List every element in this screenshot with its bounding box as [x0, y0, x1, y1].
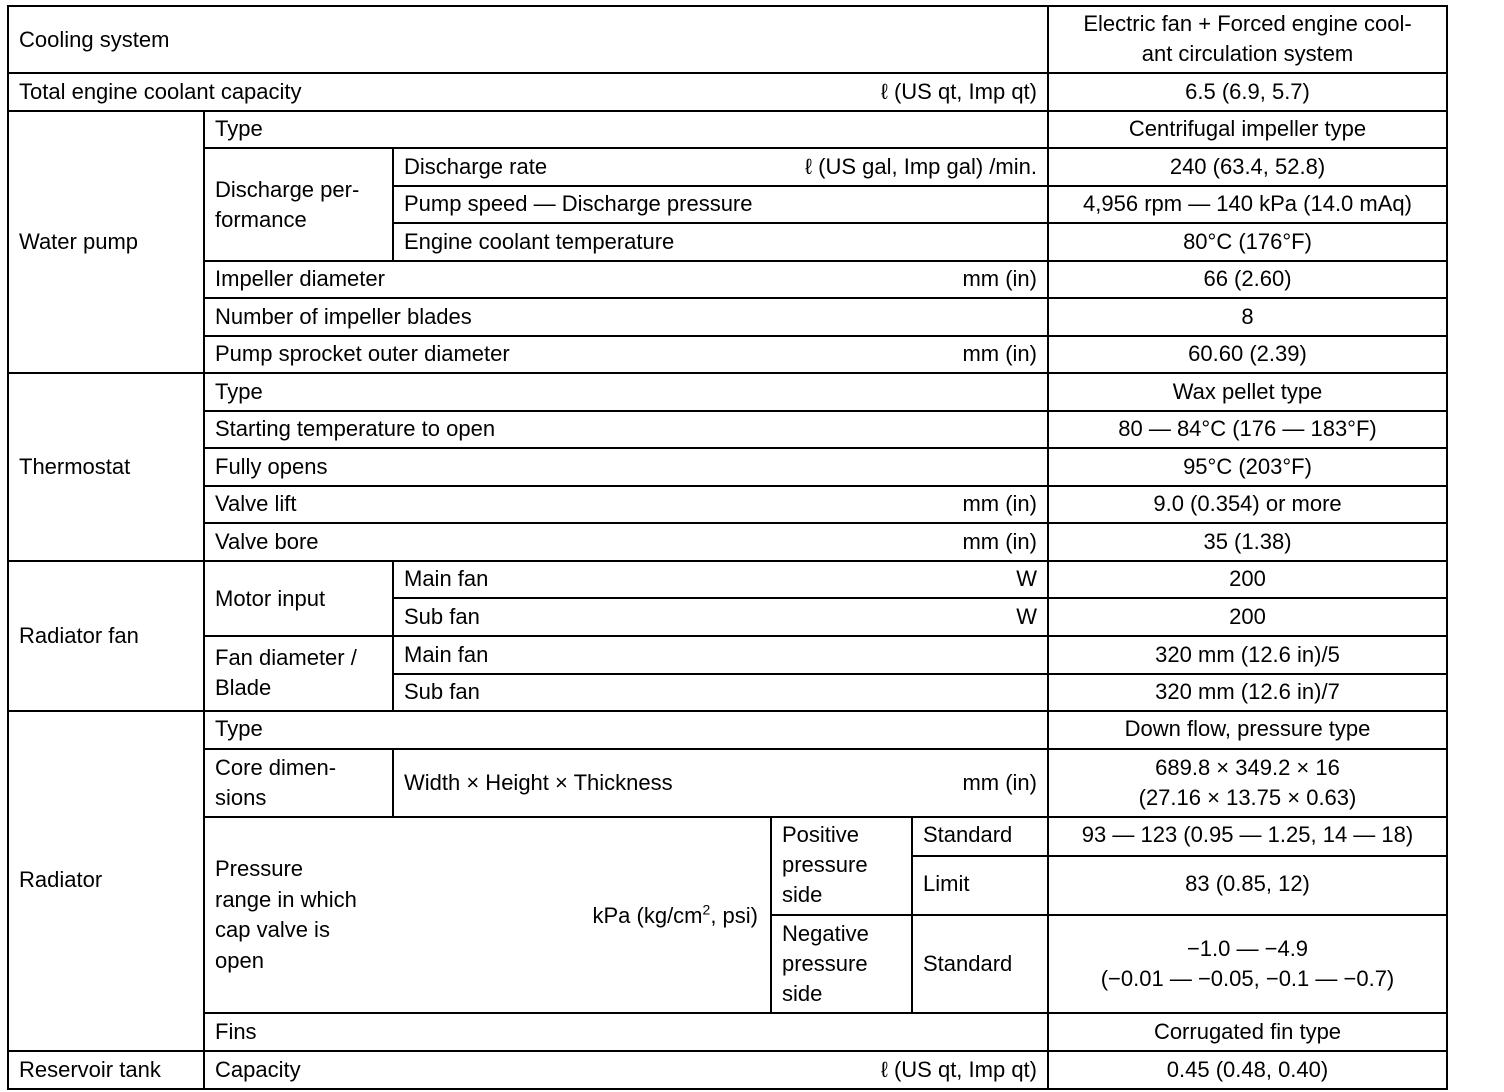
reservoir-cap-value: 0.45 (0.48, 0.40) — [1166, 1057, 1329, 1082]
rf-main-unit: W — [1016, 566, 1037, 591]
th-bore-value: 35 (1.38) — [1203, 529, 1292, 554]
thermostat-label: Thermostat — [19, 454, 131, 479]
rf-diam-sub-value: 320 mm (12.6 in)/7 — [1155, 679, 1340, 704]
wp-temp-label: Engine coolant temperature — [404, 229, 675, 254]
rf-sub-unit: W — [1016, 604, 1037, 629]
rad-pressure-label-2: range in which — [215, 887, 357, 912]
rf-sub-value: 200 — [1229, 604, 1266, 629]
rad-fins-label: Fins — [215, 1019, 257, 1044]
wp-rate-value: 240 (63.4, 52.8) — [1169, 154, 1326, 179]
th-full-label: Fully opens — [215, 454, 328, 479]
rad-pos-label-3: side — [782, 882, 823, 907]
wp-temp-value: 80°C (176°F) — [1183, 229, 1312, 254]
rf-motor-label: Motor input — [215, 586, 326, 611]
wp-blades-label: Number of impeller blades — [215, 304, 472, 329]
rf-diam-sub-label: Sub fan — [404, 679, 480, 704]
rad-neg-label-3: side — [782, 981, 823, 1006]
th-type-label: Type — [215, 379, 263, 404]
rad-type-value: Down flow, pressure type — [1124, 716, 1371, 741]
wp-type-value: Centrifugal impeller type — [1128, 116, 1367, 141]
rf-main-value: 200 — [1229, 566, 1266, 591]
wp-sprocket-label: Pump sprocket outer diameter — [215, 341, 510, 366]
header-label: Cooling system — [19, 27, 170, 52]
rf-diam-label-2: Blade — [215, 675, 272, 700]
radiator-fan-label: Radiator fan — [19, 623, 139, 648]
rad-core-label-2: sions — [215, 785, 267, 810]
radiator-label: Radiator — [19, 867, 103, 892]
rad-pos-limit-value: 83 (0.85, 12) — [1185, 871, 1310, 896]
wp-discharge-label-1: Discharge per- — [215, 177, 360, 202]
rad-core-dims-label: Width × Height × Thickness — [404, 770, 673, 795]
rad-type-label: Type — [215, 716, 263, 741]
rf-sub-label: Sub fan — [404, 604, 480, 629]
rf-diam-main-value: 320 mm (12.6 in)/5 — [1155, 642, 1340, 667]
rad-pressure-label-1: Pressure — [215, 856, 304, 881]
th-lift-label: Valve lift — [215, 491, 297, 516]
wp-blades-value: 8 — [1241, 304, 1254, 329]
rad-neg-label-1: Negative — [782, 921, 869, 946]
wp-discharge-label-2: formance — [215, 207, 307, 232]
rad-pos-std-label: Standard — [923, 822, 1013, 847]
rad-core-label-1: Core dimen- — [215, 755, 337, 780]
rad-pos-label-1: Positive — [782, 822, 860, 847]
wp-type-label: Type — [215, 116, 263, 141]
th-lift-unit: mm (in) — [962, 491, 1037, 516]
wp-impeller-label: Impeller diameter — [215, 266, 385, 291]
rad-neg-label-2: pressure — [782, 951, 868, 976]
wp-speed-label: Pump speed — Discharge pressure — [404, 191, 753, 216]
rad-pos-limit-label: Limit — [923, 871, 970, 896]
rf-diam-main-label: Main fan — [404, 642, 489, 667]
header-value-line2: ant circulation system — [1141, 41, 1354, 66]
rad-core-unit: mm (in) — [962, 770, 1037, 795]
wp-sprocket-value: 60.60 (2.39) — [1188, 341, 1307, 366]
wp-rate-unit: ℓ (US gal, Imp gal) /min. — [804, 154, 1037, 179]
rad-pos-label-2: pressure — [782, 852, 868, 877]
rf-diam-label-1: Fan diameter / — [215, 645, 357, 670]
th-start-value: 80 — 84°C (176 — 183°F) — [1118, 416, 1377, 441]
rad-pressure-label-4: open — [215, 948, 264, 973]
reservoir-cap-unit: ℓ (US qt, Imp qt) — [880, 1057, 1037, 1082]
th-type-value: Wax pellet type — [1172, 379, 1323, 404]
capacity-value: 6.5 (6.9, 5.7) — [1185, 79, 1310, 104]
capacity-label: Total engine coolant capacity — [19, 79, 302, 104]
wp-impeller-value: 66 (2.60) — [1203, 266, 1292, 291]
reservoir-cap-label: Capacity — [215, 1057, 301, 1082]
wp-impeller-unit: mm (in) — [962, 266, 1037, 291]
rad-core-value-1: 689.8 × 349.2 × 16 — [1155, 755, 1340, 780]
th-start-label: Starting temperature to open — [215, 416, 496, 441]
rad-neg-std-label: Standard — [923, 951, 1013, 976]
th-bore-label: Valve bore — [215, 529, 319, 554]
rf-main-label: Main fan — [404, 566, 489, 591]
wp-sprocket-unit: mm (in) — [962, 341, 1037, 366]
wp-rate-label: Discharge rate — [404, 154, 548, 179]
wp-speed-value: 4,956 rpm — 140 kPa (14.0 mAq) — [1083, 191, 1412, 216]
rad-pressure-unit: kPa ($kg/cm^2$, psi) — [592, 901, 758, 928]
reservoir-label: Reservoir tank — [19, 1057, 161, 1082]
th-bore-unit: mm (in) — [962, 529, 1037, 554]
rad-pos-std-value: 93 — 123 (0.95 — 1.25, 14 — 18) — [1081, 822, 1414, 847]
rad-neg-std-value-2: (−0.01 — −0.05, −0.1 — −0.7) — [1100, 966, 1395, 991]
header-value-line1: Electric fan + Forced engine cool- — [1083, 11, 1412, 36]
rad-core-value-2: (27.16 × 13.75 × 0.63) — [1138, 785, 1357, 810]
rad-fins-value: Corrugated fin type — [1153, 1019, 1342, 1044]
rad-pressure-label-3: cap valve is — [215, 917, 330, 942]
th-full-value: 95°C (203°F) — [1183, 454, 1312, 479]
capacity-unit: ℓ (US qt, Imp qt) — [880, 79, 1037, 104]
th-lift-value: 9.0 (0.354) or more — [1153, 491, 1342, 516]
rad-neg-std-value-1: −1.0 — −4.9 — [1186, 936, 1309, 961]
water-pump-label: Water pump — [19, 229, 139, 254]
